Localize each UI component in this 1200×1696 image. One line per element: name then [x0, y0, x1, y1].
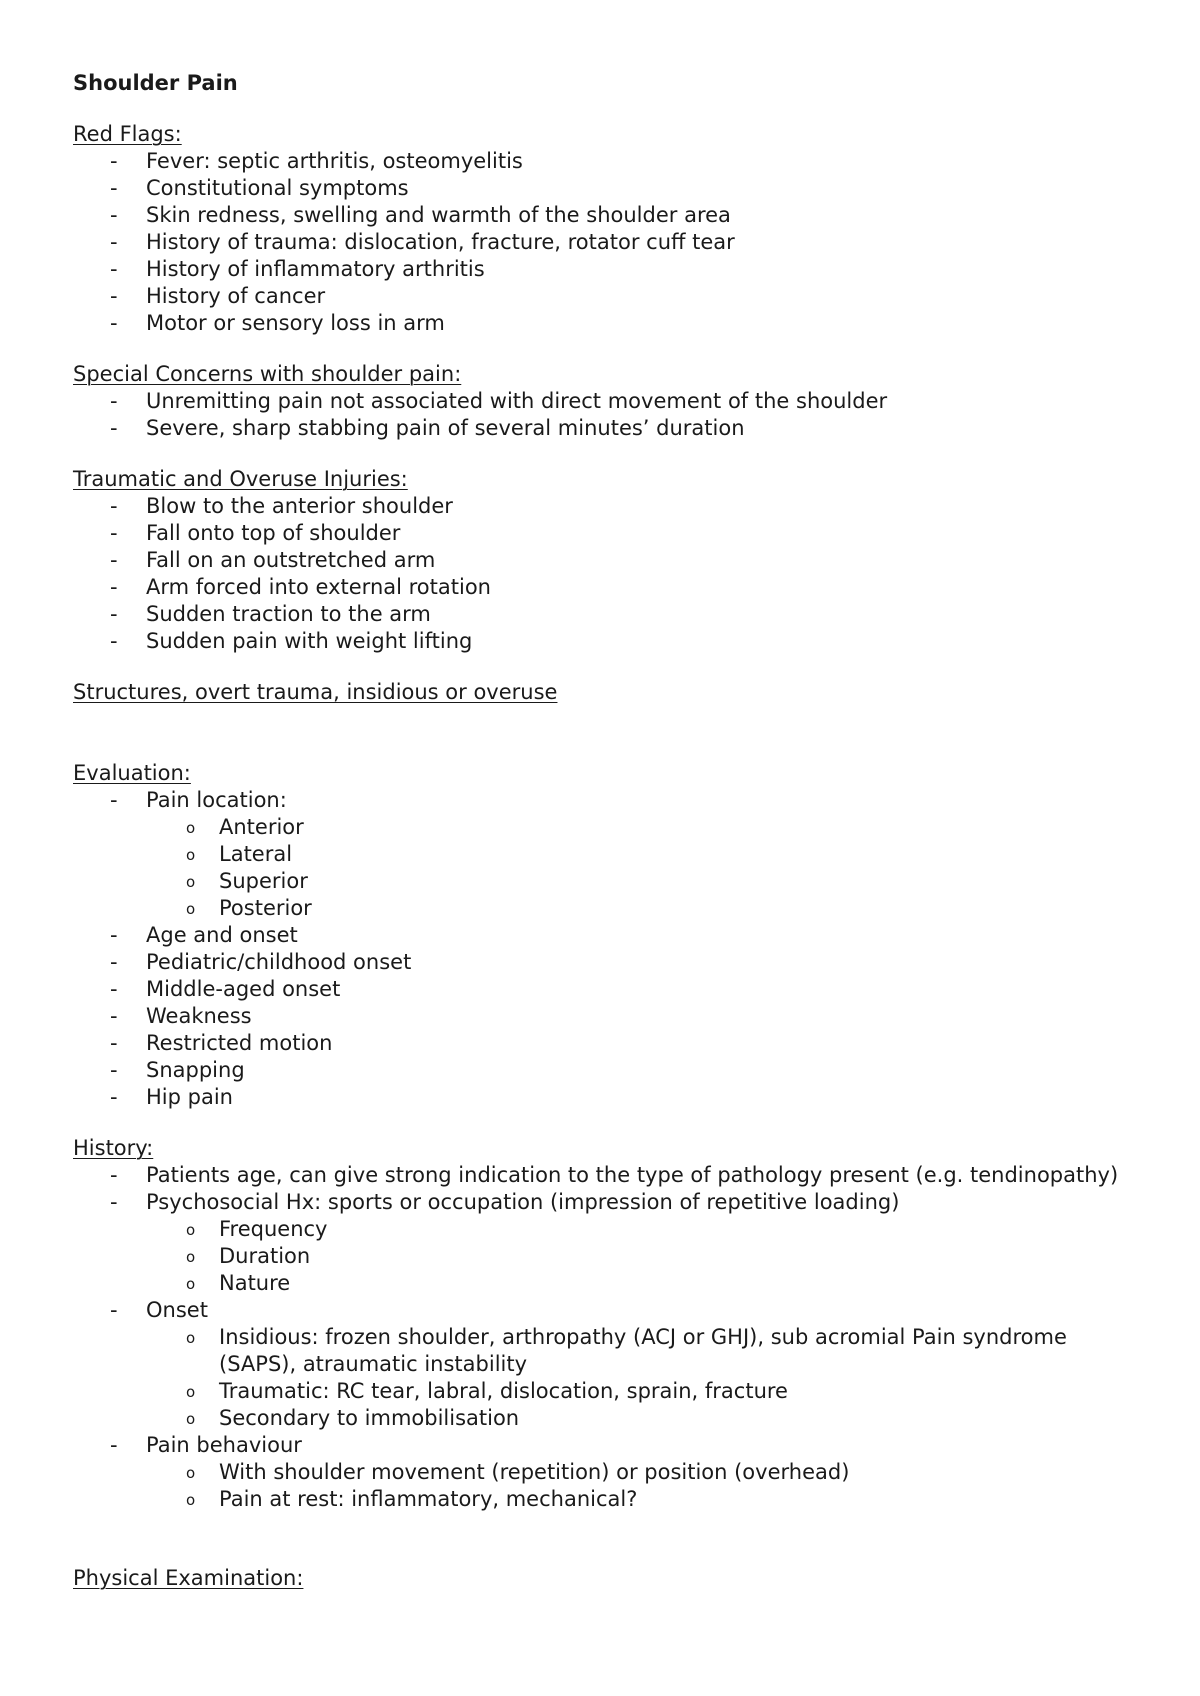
list-item-text: Hip pain — [146, 1085, 233, 1109]
list-item-text: Sudden traction to the arm — [146, 602, 431, 626]
sub-list-item — [146, 1459, 1133, 1486]
list-item — [73, 1189, 1133, 1297]
list-item — [73, 1003, 1133, 1030]
section-heading: Evaluation: — [73, 761, 191, 785]
list-item-text: Constitutional symptoms — [146, 176, 409, 200]
dash-bullet: - — [110, 1004, 118, 1028]
circle-bullet: o — [186, 1464, 196, 1482]
dash-bullet: - — [110, 923, 118, 947]
evaluation-section — [73, 760, 1133, 1111]
list-item — [73, 148, 1133, 175]
dash-bullet: - — [110, 494, 118, 518]
list-item — [73, 1432, 1133, 1513]
dash-bullet: - — [110, 977, 118, 1001]
section-heading: Traumatic and Overuse Injuries: — [73, 467, 408, 491]
list-item-text: Pain behaviour — [146, 1433, 302, 1457]
list-item-text: Fall on an outstretched arm — [146, 548, 436, 572]
list-item — [73, 601, 1133, 628]
list-item-text: Motor or sensory loss in arm — [146, 311, 445, 335]
bullet-list — [73, 148, 1133, 337]
blank-space — [73, 706, 1133, 760]
dash-bullet: - — [110, 1058, 118, 1082]
circle-bullet: o — [186, 1329, 196, 1347]
section-heading: Physical Examination: — [73, 1566, 304, 1590]
list-item — [73, 493, 1133, 520]
list-item-text: Weakness — [146, 1004, 252, 1028]
dash-bullet: - — [110, 1298, 118, 1322]
list-item — [73, 520, 1133, 547]
bullet-list — [73, 787, 1133, 1111]
dash-bullet: - — [110, 575, 118, 599]
dash-bullet: - — [110, 1031, 118, 1055]
list-item — [73, 202, 1133, 229]
dash-bullet: - — [110, 1190, 118, 1214]
sub-list-item — [146, 1243, 1133, 1270]
list-item-text: Arm forced into external rotation — [146, 575, 491, 599]
sub-list-item — [146, 1378, 1133, 1405]
list-item — [73, 976, 1133, 1003]
dash-bullet: - — [110, 389, 118, 413]
list-item-text: Middle-aged onset — [146, 977, 341, 1001]
list-item-text: History of inflammatory arthritis — [146, 257, 485, 281]
dash-bullet: - — [110, 149, 118, 173]
list-item-text: Blow to the anterior shoulder — [146, 494, 453, 518]
sub-list-item — [146, 1270, 1133, 1297]
list-item-text: Restricted motion — [146, 1031, 333, 1055]
circle-bullet: o — [186, 1275, 196, 1293]
bullet-list — [73, 1162, 1133, 1513]
circle-bullet: o — [186, 1491, 196, 1509]
sub-list-item-text: Nature — [219, 1271, 291, 1295]
red-flags-section — [73, 121, 1133, 337]
circle-bullet: o — [186, 900, 196, 918]
list-item — [73, 229, 1133, 256]
list-item — [73, 949, 1133, 976]
list-item-text: Snapping — [146, 1058, 245, 1082]
sub-list-item — [146, 1405, 1133, 1432]
circle-bullet: o — [186, 1410, 196, 1428]
circle-bullet: o — [186, 873, 196, 891]
list-item-text: Fall onto top of shoulder — [146, 521, 401, 545]
list-item — [73, 283, 1133, 310]
sub-list-item-text: Posterior — [219, 896, 312, 920]
sub-list-item — [146, 1324, 1133, 1378]
list-item-text: History of cancer — [146, 284, 326, 308]
sub-list-item-text: Traumatic: RC tear, labral, dislocation, sprain, fracture — [219, 1379, 788, 1403]
page-title: Shoulder Pain — [73, 71, 238, 95]
dash-bullet: - — [110, 788, 118, 812]
circle-bullet: o — [186, 1221, 196, 1239]
dash-bullet: - — [110, 1163, 118, 1187]
dash-bullet: - — [110, 230, 118, 254]
section-heading: Special Concerns with shoulder pain: — [73, 362, 462, 386]
list-item — [73, 388, 1133, 415]
structures-section — [73, 679, 1133, 706]
history-section — [73, 1135, 1133, 1513]
list-item — [73, 415, 1133, 442]
sub-list-item — [146, 868, 1133, 895]
list-item-text: Severe, sharp stabbing pain of several minutes’ duration — [146, 416, 745, 440]
sub-list-item-text: With shoulder movement (repetition) or position (overhead) — [219, 1460, 850, 1484]
dash-bullet: - — [110, 950, 118, 974]
circle-bullet: o — [186, 1383, 196, 1401]
list-item — [73, 574, 1133, 601]
sub-bullet-list — [146, 1459, 1133, 1513]
sub-list-item-text: Lateral — [219, 842, 293, 866]
list-item — [73, 175, 1133, 202]
list-item-text: Pain location: — [146, 788, 287, 812]
list-item — [73, 922, 1133, 949]
circle-bullet: o — [186, 819, 196, 837]
list-item-text: Skin redness, swelling and warmth of the shoulder area — [146, 203, 731, 227]
dash-bullet: - — [110, 521, 118, 545]
sub-bullet-list — [146, 814, 1133, 922]
dash-bullet: - — [110, 1085, 118, 1109]
bullet-list — [73, 388, 1133, 442]
section-heading: Structures, overt trauma, insidious or overuse — [73, 680, 558, 704]
list-item — [73, 1057, 1133, 1084]
list-item-text: History of trauma: dislocation, fracture, rotator cuff tear — [146, 230, 735, 254]
sub-list-item — [146, 841, 1133, 868]
circle-bullet: o — [186, 1248, 196, 1266]
list-item-text: Psychosocial Hx: sports or occupation (impression of repetitive loading) — [146, 1190, 900, 1214]
dash-bullet: - — [110, 311, 118, 335]
bullet-list — [73, 493, 1133, 655]
sub-bullet-list — [146, 1324, 1133, 1432]
physical-examination-section — [73, 1565, 1133, 1592]
list-item-text: Age and onset — [146, 923, 298, 947]
sub-list-item — [146, 814, 1133, 841]
dash-bullet: - — [110, 1433, 118, 1457]
list-item — [73, 787, 1133, 922]
list-item-text: Fever: septic arthritis, osteomyelitis — [146, 149, 523, 173]
list-item — [73, 547, 1133, 574]
dash-bullet: - — [110, 602, 118, 626]
dash-bullet: - — [110, 203, 118, 227]
dash-bullet: - — [110, 176, 118, 200]
list-item — [73, 256, 1133, 283]
dash-bullet: - — [110, 257, 118, 281]
list-item-text: Onset — [146, 1298, 208, 1322]
sub-list-item-text: Frequency — [219, 1217, 328, 1241]
blank-space — [73, 1513, 1133, 1565]
dash-bullet: - — [110, 284, 118, 308]
circle-bullet: o — [186, 846, 196, 864]
list-item-text: Patients age, can give strong indication to the type of pathology present (e.g. tendinopathy) — [146, 1163, 1119, 1187]
list-item-text: Pediatric/childhood onset — [146, 950, 412, 974]
list-item — [73, 310, 1133, 337]
list-item — [73, 1084, 1133, 1111]
sub-list-item — [146, 1216, 1133, 1243]
section-heading: History: — [73, 1136, 154, 1160]
list-item — [73, 1297, 1133, 1432]
dash-bullet: - — [110, 416, 118, 440]
sub-list-item-text: Pain at rest: inflammatory, mechanical? — [219, 1487, 638, 1511]
sub-list-item-text: Duration — [219, 1244, 311, 1268]
dash-bullet: - — [110, 548, 118, 572]
dash-bullet: - — [110, 629, 118, 653]
section-heading: Red Flags: — [73, 122, 182, 146]
sub-list-item-text: Secondary to immobilisation — [219, 1406, 520, 1430]
sub-list-item-text: Superior — [219, 869, 308, 893]
sub-list-item-text: Insidious: frozen shoulder, arthropathy (ACJ or GHJ), sub acromial Pain syndrome (SAPS), atraumatic instability — [219, 1325, 1067, 1376]
list-item — [73, 1030, 1133, 1057]
list-item — [73, 1162, 1133, 1189]
sub-bullet-list — [146, 1216, 1133, 1297]
sub-list-item — [146, 1486, 1133, 1513]
list-item — [73, 628, 1133, 655]
document-page — [73, 70, 1133, 1592]
traumatic-injuries-section — [73, 466, 1133, 655]
special-concerns-section — [73, 361, 1133, 442]
list-item-text: Unremitting pain not associated with direct movement of the shoulder — [146, 389, 888, 413]
sub-list-item-text: Anterior — [219, 815, 304, 839]
sub-list-item — [146, 895, 1133, 922]
list-item-text: Sudden pain with weight lifting — [146, 629, 473, 653]
